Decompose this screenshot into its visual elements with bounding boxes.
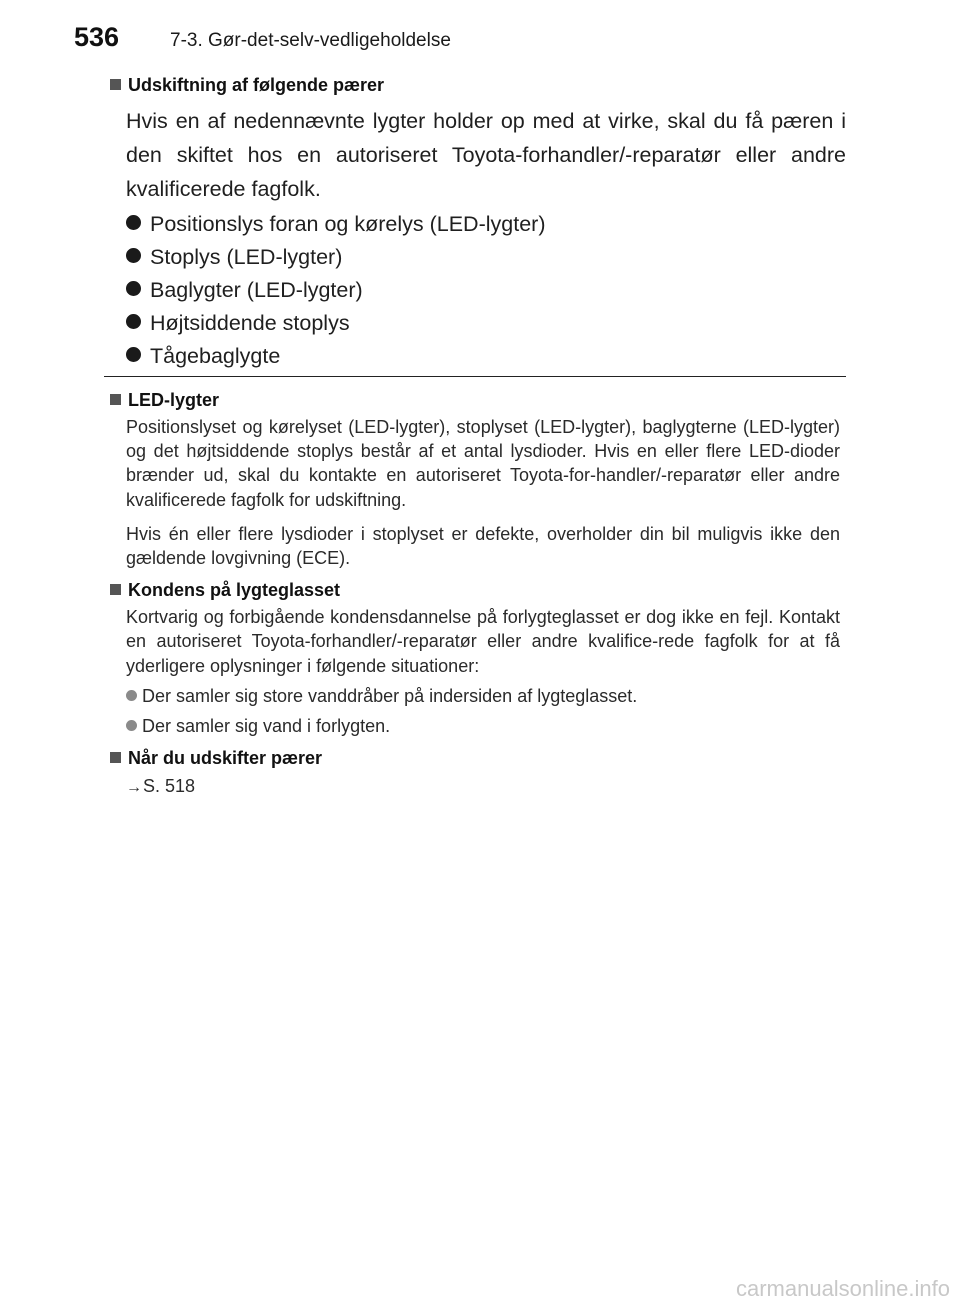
list-item: Baglygter (LED-lygter) — [126, 274, 846, 307]
condensation-note — [110, 578, 840, 738]
bullet-dot-icon — [126, 314, 141, 329]
led-heading: LED-lygter — [110, 388, 840, 412]
section-title: 7-3. Gør-det-selv-vedligeholdelse — [170, 30, 451, 51]
section-divider — [104, 376, 846, 377]
condensation-paragraph: Kortvarig og forbigående kondensdannelse på forlygteglasset er dog ikke en fejl. Kontakt en autoriseret Toyota-forhandler/-reparatør eller andre kvalifice-rede fagfolk for at få yderligere oplysninger i følgende situationer: — [126, 607, 840, 676]
replacement-list — [126, 208, 846, 373]
page-number: 536 — [74, 22, 120, 52]
list-item: Højtsiddende stoplys — [126, 307, 846, 340]
bulbs-heading: Når du udskifter pærer — [110, 746, 840, 770]
square-bullet-icon — [110, 752, 121, 763]
bullet-dot-icon — [126, 347, 141, 362]
bullet-dot-icon — [126, 248, 141, 263]
square-bullet-icon — [110, 394, 121, 405]
condensation-heading: Kondens på lygteglasset — [110, 578, 840, 602]
led-paragraph: Hvis én eller flere lysdioder i stoplyset er defekte, overholder din bil muligvis ikke den gældende lovgivning (ECE). — [126, 523, 840, 569]
bullet-dot-icon — [126, 215, 141, 230]
list-item: Positionslys foran og kørelys (LED-lygter) — [126, 208, 846, 241]
square-bullet-icon — [110, 584, 121, 595]
condensation-list — [126, 684, 840, 738]
page-reference[interactable] — [126, 774, 840, 800]
replacement-section — [110, 74, 846, 373]
led-paragraph: Positionslyset og kørelyset (LED-lygter), stoplyset (LED-lygter), baglygterne (LED-lygter) og det højtsiddende stoplys består af et antal lysdioder. Hvis en eller flere LED-dioder brænder ud, skal du kontakte en autoriseret Toyota-for-handler/-reparatør eller andre kvalificerede fagfolk for udskiftning. — [126, 417, 840, 510]
page-reference-text: S. 518 — [143, 775, 196, 796]
list-item: Der samler sig store vanddråber på indersiden af lygteglasset. — [126, 684, 840, 708]
bullet-dot-icon — [126, 690, 137, 701]
square-bullet-icon — [110, 79, 121, 90]
bulbs-note — [110, 746, 840, 800]
bullet-dot-icon — [126, 281, 141, 296]
bullet-dot-icon — [126, 720, 137, 731]
led-note — [110, 388, 840, 570]
replacement-paragraph: Hvis en af nedennævnte lygter holder op med at virke, skal du få pæren i den skiftet hos en autoriseret Toyota-forhandler/-reparatør eller andre kvalificerede fagfolk. — [126, 109, 846, 201]
list-item: Stoplys (LED-lygter) — [126, 241, 846, 274]
notes-section — [110, 388, 840, 800]
watermark: carmanualsonline.info — [735, 1276, 950, 1301]
arrow-right-icon: → — [126, 778, 142, 796]
list-item: Der samler sig vand i forlygten. — [126, 714, 840, 738]
list-item: Tågebaglygte — [126, 340, 846, 373]
replacement-heading: Udskiftning af følgende pærer — [110, 74, 846, 96]
